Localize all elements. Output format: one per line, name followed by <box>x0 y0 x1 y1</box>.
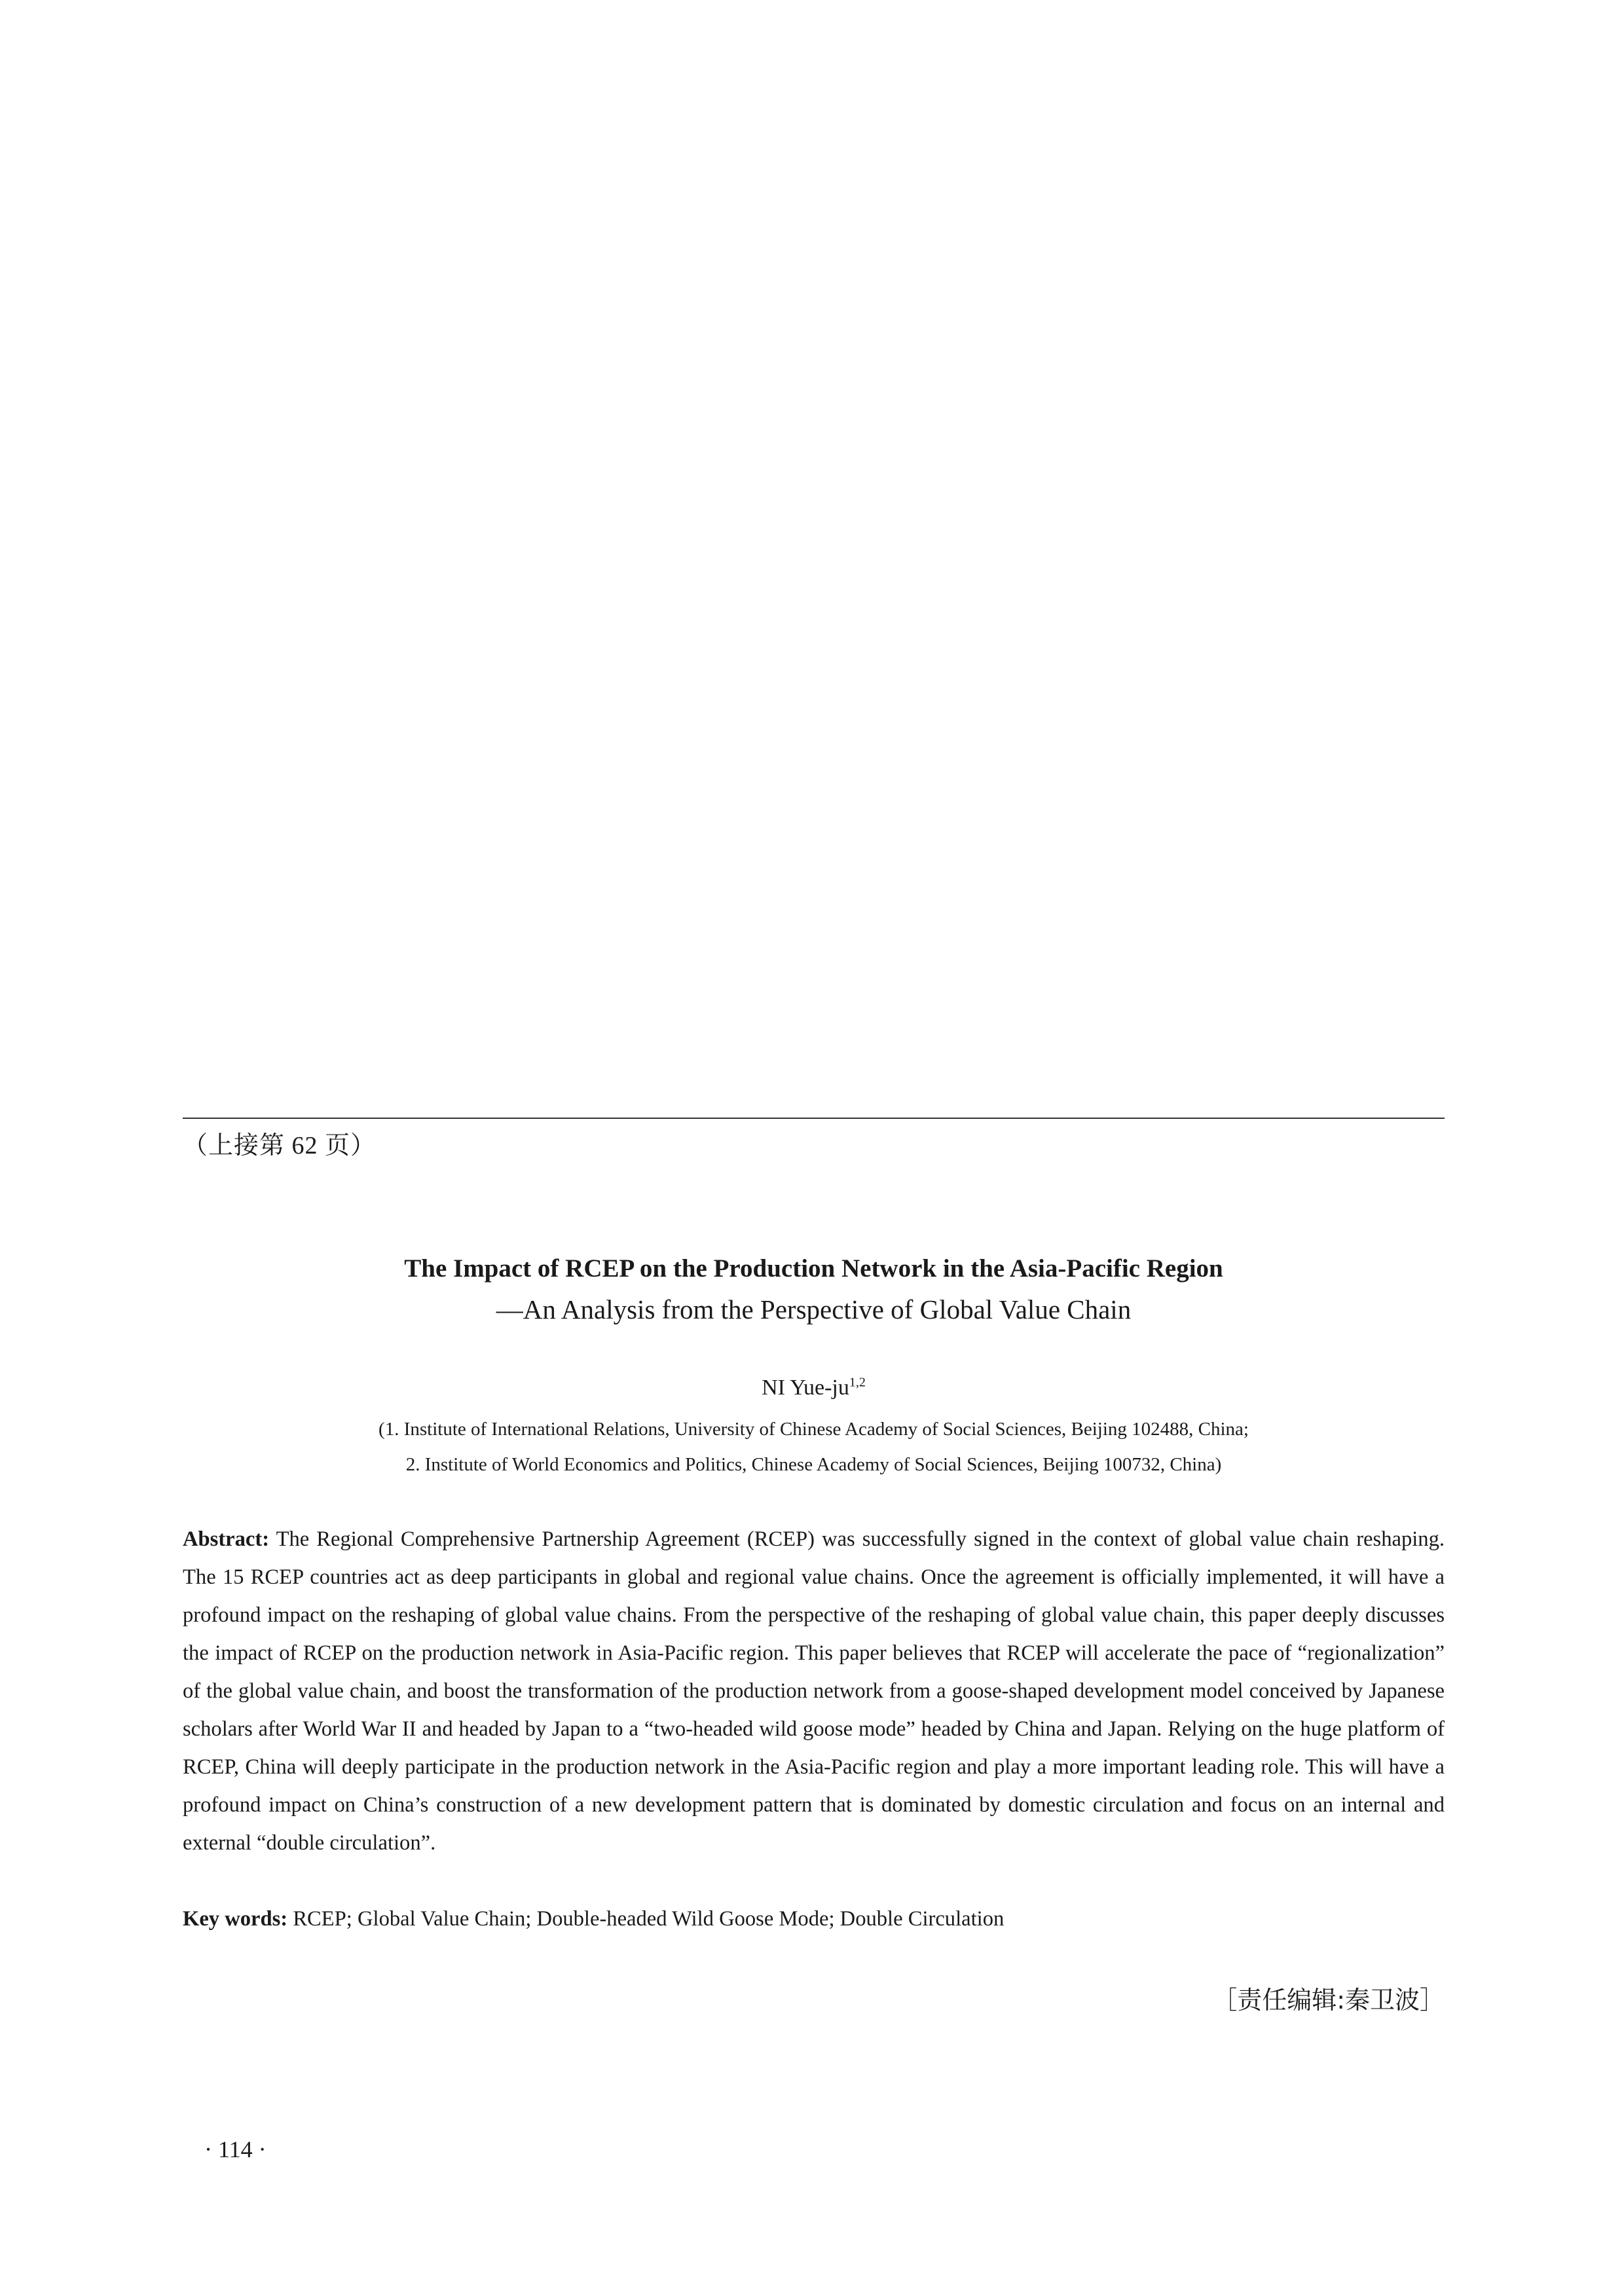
continuation-note: （上接第 62 页） <box>183 1132 377 1159</box>
article-subtitle: —An Analysis from the Perspective of Global Value Chain <box>496 1294 1132 1324</box>
affiliation-2: 2. Institute of World Economics and Politics, Chinese Academy of Social Sciences, Beijing 100732, China) <box>405 1454 1222 1475</box>
article-title: The Impact of RCEP on the Production Network in the Asia-Pacific Region <box>404 1254 1223 1283</box>
keywords-text: RCEP; Global Value Chain; Double-headed Wild Goose Mode; Double Circulation <box>293 1907 1005 1931</box>
abstract-text: The Regional Comprehensive Partnership Agreement (RCEP) was successfully signed in the context of global value chain reshaping. The 15 RCEP countries act as deep participants in global and regional value chains. Once the agreement is officially implemented, it will have a profound impact on the reshaping of global value chains. From the perspective of the reshaping of global value chain, this paper deeply discusses the impact of RCEP on the production network in Asia-Pacific region. This paper believes that RCEP will accelerate the pace of “regionalization” of the global value chain, and boost the transformation of the production network from a goose-shaped development model conceived by Japanese scholars after World War II and headed by Japan to a “two-headed wild goose mode” headed by China and Japan. Relying on the huge platform of RCEP, China will deeply participate in the production network in the Asia-Pacific region and play a more important leading role. This will have a profound impact on China’s construction of a new development pattern that is dominated by domestic circulation and focus on an internal and external “double circulation”. <box>183 1527 1445 1855</box>
abstract-paragraph <box>183 1520 1445 1862</box>
page-number: · 114 · <box>204 2136 267 2162</box>
responsible-editor-note: ［责任编辑:秦卫波］ <box>1212 1986 1445 2014</box>
affiliation-1: (1. Institute of International Relations, University of Chinese Academy of Social Sciences, Beijing 102488, China; <box>378 1419 1249 1440</box>
section-divider <box>183 1118 1445 1119</box>
keywords-line <box>183 1900 1445 1938</box>
keywords-label: Key words: <box>183 1907 288 1931</box>
abstract-label: Abstract: <box>183 1527 270 1551</box>
author-line <box>183 1372 1445 1404</box>
author-name: NI Yue-ju <box>762 1376 849 1400</box>
author-affiliation-marks: 1,2 <box>849 1375 866 1390</box>
